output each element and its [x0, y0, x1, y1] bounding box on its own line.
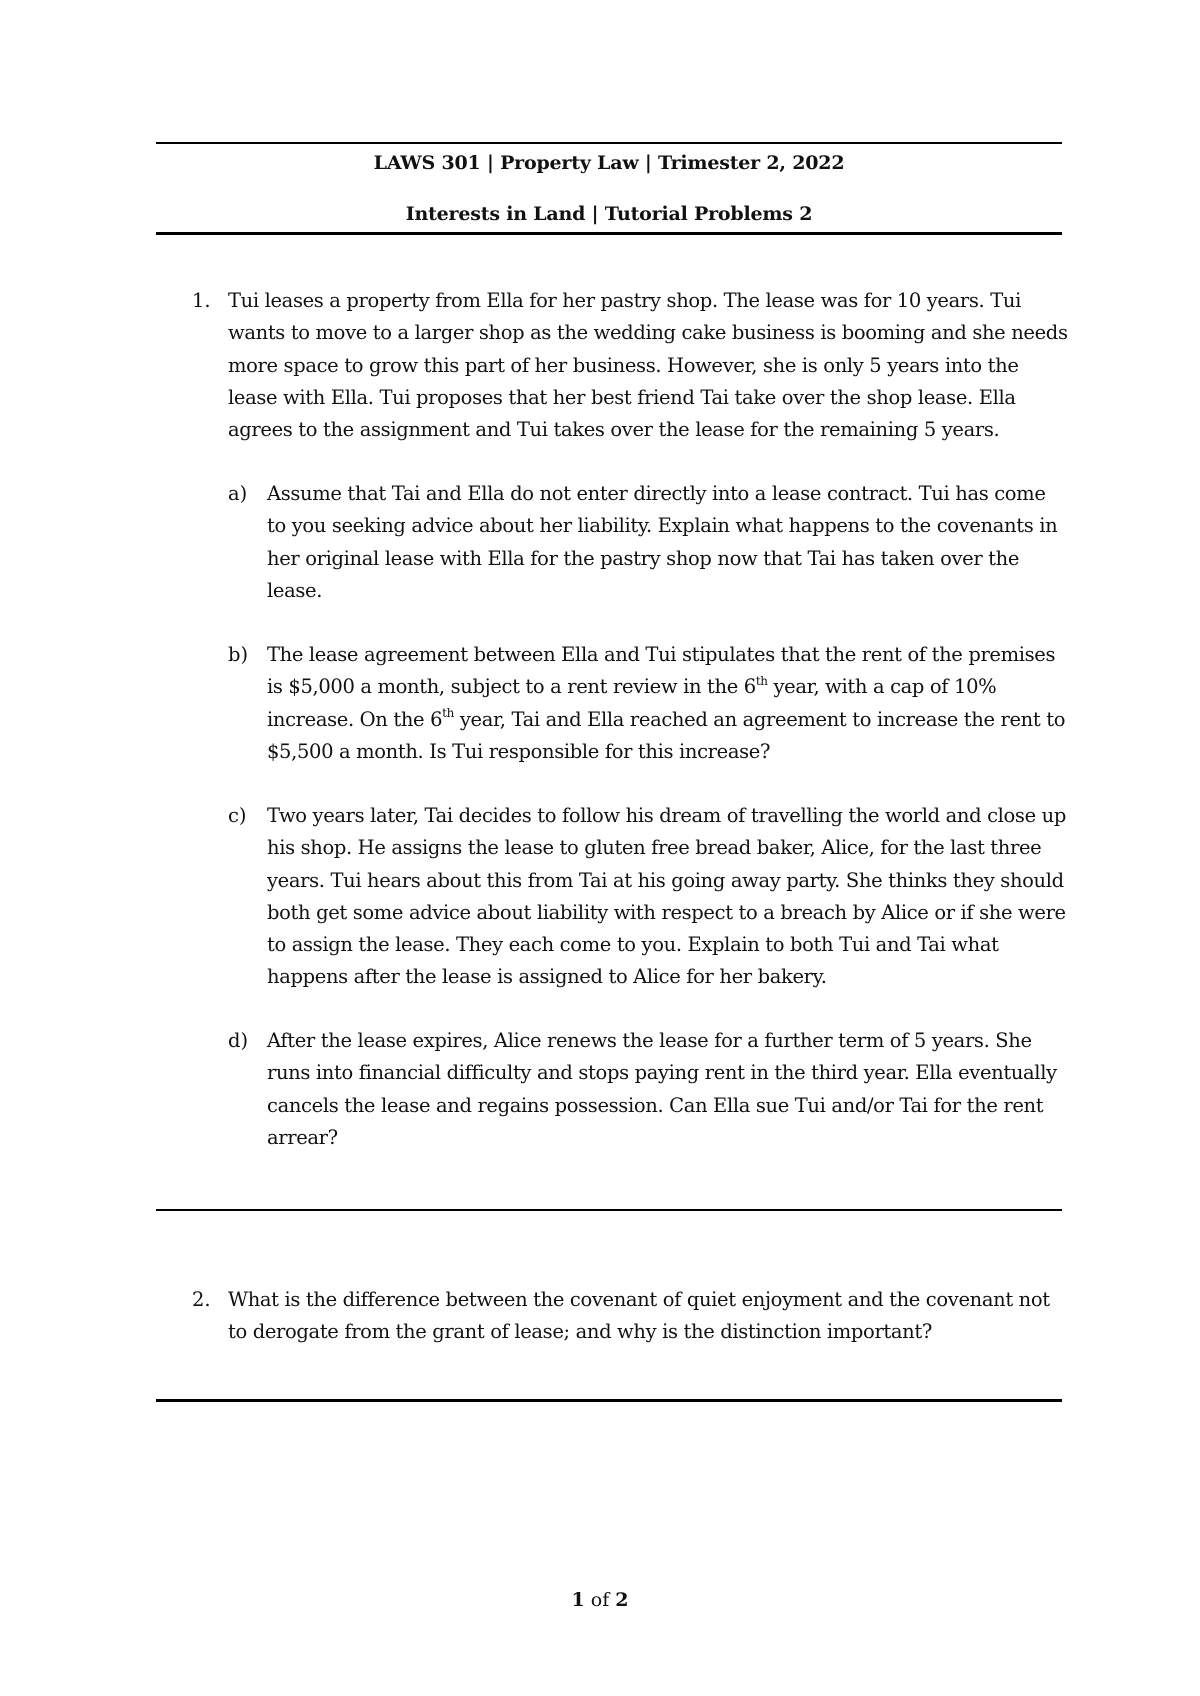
question-1-number: 1.	[192, 289, 211, 312]
question-1c-label: c)	[228, 804, 247, 827]
question-1b-text-part-3: year, Tai and Ella reached an agreement to increase the rent to $5,500 a month. Is Tui responsible for this increase?	[267, 707, 1066, 763]
question-1b-text-part-2: year, with a cap of 10% increase. On the 6	[267, 675, 997, 731]
ordinal-suffix-2: th	[442, 706, 454, 721]
question-1c-text: Two years later, Tai decides to follow his dream of travelling the world and close up his shop. He assigns the lease to gluten free bread baker, Alice, for the last three years. Tui hears about this from Tai at his going away party. She thinks they should both get some advice about liability with respect to a breach by Alice or if she were to assign the lease. They each come to you. Explain to both Tui and Tai what happens after the lease is assigned to Alice for her bakery.	[267, 804, 1066, 989]
page-total: 2	[615, 1589, 629, 1611]
question-1d-text: After the lease expires, Alice renews the lease for a further term of 5 years. She runs into financial difficulty and stops paying rent in the third year. Ella eventually cancels the lease and regains possession. Can Ella sue Tui and/or Tai for the rent arrear?	[267, 1029, 1057, 1149]
question-1b-text	[267, 639, 1067, 768]
question-1b-text-part-1: The lease agreement between Ella and Tui stipulates that the rent of the premises is $5,000 a month, subject to a rent review in the 6	[267, 643, 1056, 699]
document-title: LAWS 301 | Property Law | Trimester 2, 2022	[373, 152, 845, 174]
ordinal-suffix-1: th	[755, 673, 768, 688]
header-bottom-rule	[156, 232, 1062, 235]
page-of: of	[590, 1589, 610, 1611]
question-1-text: Tui leases a property from Ella for her pastry shop. The lease was for 10 years. Tui wants to move to a larger shop as the wedding cake business is booming and she needs more space to grow this part of her business. However, she is only 5 years into the lease with Ella. Tui proposes that her best friend Tai take over the shop lease. Ella agrees to the assignment and Tui takes over the lease for the remaining 5 years.	[228, 289, 1068, 442]
question-2-text: What is the difference between the covenant of quiet enjoyment and the covenant not to derogate from the grant of lease; and why is the distinction important?	[228, 1288, 1050, 1344]
bottom-rule	[156, 1399, 1062, 1402]
header-top-rule	[156, 142, 1062, 144]
question-2-number: 2.	[192, 1288, 211, 1311]
page-number	[0, 1589, 1200, 1611]
section-divider	[156, 1209, 1062, 1211]
question-1a-text: Assume that Tai and Ella do not enter directly into a lease contract. Tui has come to you seeking advice about her liability. Explain what happens to the covenants in her original lease with Ella for the pastry shop now that Tai has taken over the lease.	[267, 482, 1058, 602]
document-subtitle: Interests in Land | Tutorial Problems 2	[405, 203, 813, 225]
question-1d-label: d)	[228, 1029, 249, 1052]
question-1a-label: a)	[228, 482, 248, 505]
page-current: 1	[571, 1589, 585, 1611]
question-1b-label: b)	[228, 643, 249, 666]
